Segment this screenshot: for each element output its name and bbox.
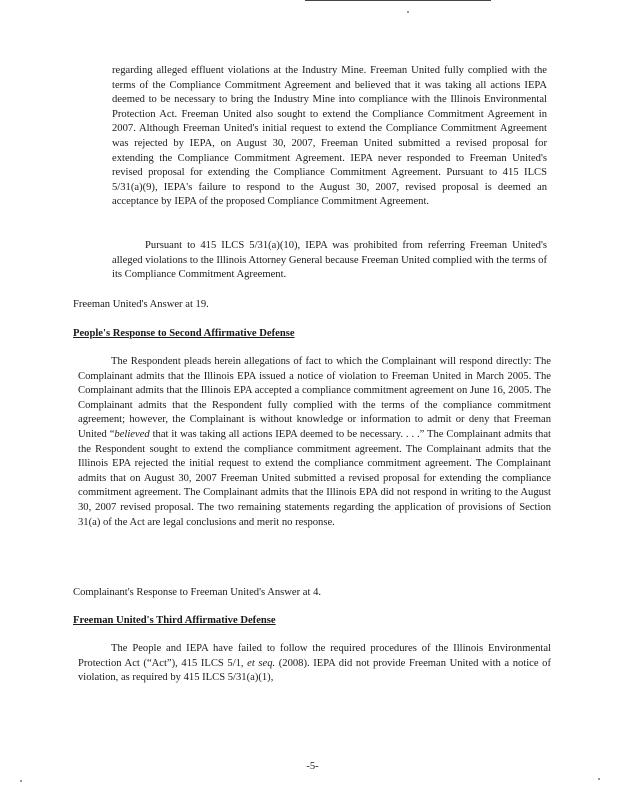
third-defense-paragraph — [78, 642, 551, 686]
response-text-part-2: that it was taking all actions IEPA deemed to be necessary. . . .” The Complainant admits that the Respondent sought to extend the compliance commitment agreement. The Complainant admits that the Illinois EPA rejected the initial request to extend the compliance commitment agreement. The Complainant admits that on August 30, 2007 Freeman United submitted a revised proposal for extending the compliance commitment agreement. The Complainant admits that the Illinois EPA did not respond in writing to the August 30, 2007 revised proposal. The two remaining statements regarding the application of provisions of Section 31(a) of the Act are legal conclusions and merit no response. — [78, 428, 552, 528]
section-heading-second-defense: People's Response to Second Affirmative Defense — [73, 328, 295, 339]
response-paragraph — [78, 355, 551, 530]
third-defense-text-part-1: The People and IEPA have failed to follow the required procedures of the Illinois Environmental Protection Act (“Act”), 415 ILCS 5/1, — [78, 643, 551, 669]
top-rule — [305, 0, 491, 1]
citation-complainant-response: Complainant's Response to Freeman United's Answer at 4. — [73, 587, 322, 598]
response-text-part-1: The Respondent pleads herein allegations of fact to which the Complainant will respond directly: The Complainant admits that the Illinois EPA issued a notice of violation to Freeman United in March 2005. The Complainant admits that the Illinois EPA accepted a compliance commitment agreement on June 16, 2005. The Complainant admits that the Respondent fully complied with the terms of the compliance commitment agreement; however, the Complainant is without knowledge or information to admit or deny that Freeman United “ — [78, 356, 551, 440]
response-italic-believed: believed — [114, 428, 150, 440]
quote-paragraph-2: Pursuant to 415 ILCS 5/31(a)(10), IEPA was prohibited from referring Freeman United's alleged violations to the Illinois Attorney General because Freeman United complied with the terms of its Compliance Commitment Agreement. — [112, 240, 547, 281]
page-number: -5- — [306, 761, 319, 772]
third-defense-text-part-2: (2008). IEPA did not provide Freeman United with a notice of violation, as required by 415 ILCS 5/31(a)(1), — [78, 657, 551, 684]
section-heading-third-defense: Freeman United's Third Affirmative Defense — [73, 615, 276, 626]
quote-paragraph-1: regarding alleged effluent violations at the Industry Mine. Freeman United fully complied with the terms of the Compliance Commitment Agreement and believed that it was taking all actions IEPA deemed to be necessary to bring the Industry Mine into compliance with the Illinois Environmental Protection Act. Freeman United also sought to extend the Compliance Commitment Agreement in 2007. Although Freeman United's initial request to extend the Compliance Commitment Agreement was rejected by IEPA, on August 30, 2007, Freeman United submitted a revised proposal for extending the Compliance Commitment Agreement. IEPA never responded to Freeman United's revised proposal for extending the Compliance Commitment Agreement. Pursuant to 415 ILCS 5/31(a)(9), IEPA's failure to respond to the August 30, 2007, revised proposal is deemed an acceptance by IEPA of the proposed Compliance Commitment Agreement. — [112, 65, 547, 208]
scan-speck — [407, 11, 409, 13]
scan-speck — [20, 780, 22, 782]
third-defense-italic-et-seq: et seq. — [247, 657, 276, 669]
citation-freeman-answer: Freeman United's Answer at 19. — [73, 299, 209, 310]
scan-speck — [598, 778, 600, 780]
